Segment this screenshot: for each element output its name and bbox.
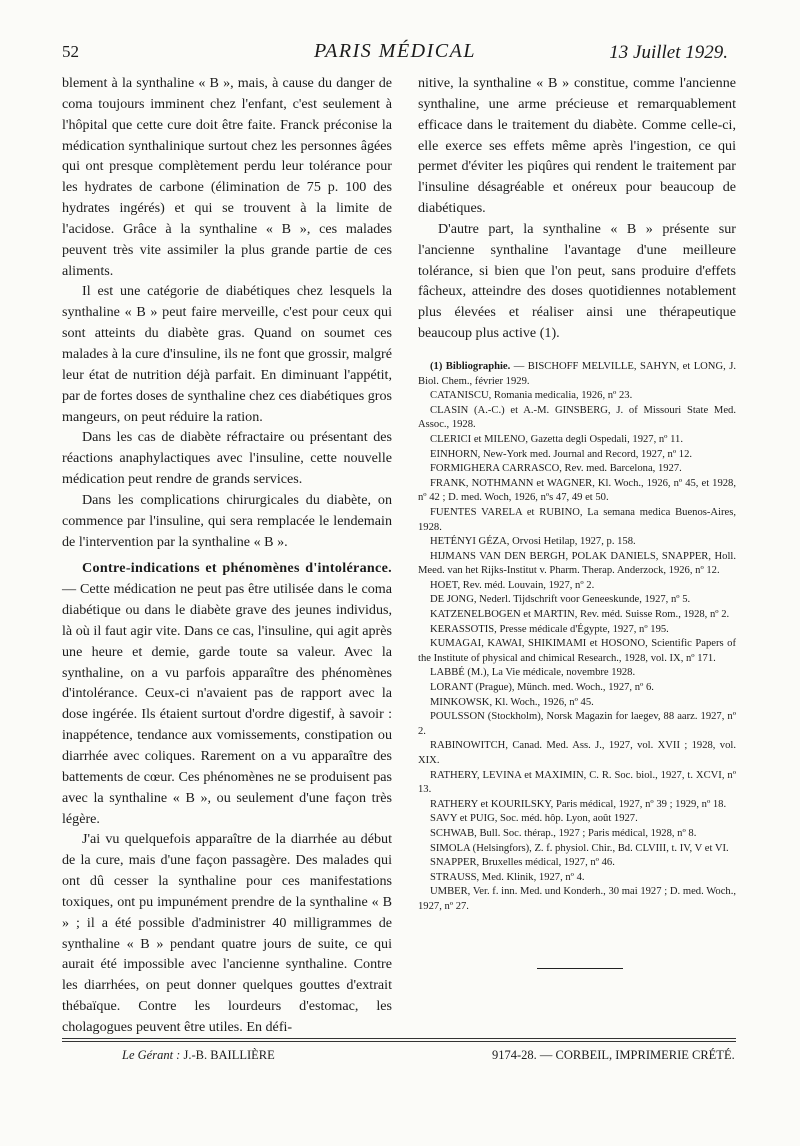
paragraph-text: — Cette médication ne peut pas être utilisée dans le coma diabétique ou dans le diabète grave des jeunes individus, là où il faut agir vite. Dans ce cas, l'insuline, qui agit après une heure et demie, garde toute sa valeur. Avec la synthaline, on a vu parfois apparaître des phénomènes d'intolérance. Ceux-ci n'avaient pas de rapport avec la dose ingérée. Ils étaient surtout d'ordre digestif, à savoir : inappétence, tendance aux vomissements, constipation ou diarrhée avec coliques. Rarement on a vu apparaître des battements de cœur. Ces phénomènes ne se produisent pas avec la synthaline « B », ou seulement d'une façon très légère. <box>62 581 392 827</box>
bibliography-entry: LABBÉ (M.), La Vie médicale, novembre 1928. <box>430 667 636 679</box>
paragraph: J'ai vu quelquefois apparaître de la diarrhée au début de la cure, mais d'une façon passagère. Des malades qui ont dû cesser la synthaline pour ces manifestations toxiques, ont pu impunément prendre de la synthaline « B » ; il a été possible d'administrer 40 milligrammes de synthaline « B » pendant quatre jours de suite, ce qui aurait été impossible avec l'ancienne synthaline. Contre les diarrhées, on peut donner quelques gouttes d'extrait thébaïque. Contre les lourdeurs d'estomac, les cholagogues peuvent être utiles. En défi- <box>62 831 392 1035</box>
bibliography-entry: POULSSON (Stockholm), Norsk Magazin for laegev, 88 aarz. 1927, nº 2. <box>418 711 736 737</box>
bibliography-entry: SIMOLA (Helsingfors), Z. f. physiol. Chir., Bd. CLVIII, t. IV, V et VI. <box>430 842 729 854</box>
page-footer <box>62 1048 736 1068</box>
bibliography-entry: FORMIGHERA CARRASCO, Rev. med. Barcelona, 1927. <box>430 463 682 475</box>
page-number: 52 <box>62 42 79 61</box>
page-header <box>62 40 728 68</box>
gerant-line <box>122 1048 275 1063</box>
bibliography-entry: CATANISCU, Romania medicalia, 1926, nº 23. <box>430 390 633 402</box>
left-column <box>62 73 392 1038</box>
section-paragraph <box>62 558 392 829</box>
paragraph: Il est une catégorie de diabétiques chez lesquels la synthaline « B » peut faire merveille, c'est pour ceux qui sont atteints du diabète gras. Quand on soumet ces malades à la cure d'insuline, ils ne font que grossir, malgré leur état de nutrition déjà parfait. En diminuant l'appétit, par de fortes doses de synthaline chez ces diabétiques gros mangeurs, on peut réduire la ration. <box>62 283 392 425</box>
footer-rule <box>62 1041 736 1042</box>
bibliography-entry: CLERICI et MILENO, Gazetta degli Ospedali, 1927, nº 11. <box>430 433 683 445</box>
bibliography-entry: FRANK, NOTHMANN et WAGNER, Kl. Woch., 1926, nº 45, et 1928, nº 42 ; D. med. Woch, 1926, nºs 47, 49 et 50. <box>418 477 736 504</box>
end-rule <box>537 968 623 969</box>
bibliography-list <box>418 389 736 914</box>
right-column <box>418 73 736 915</box>
bibliography-entry: UMBER, Ver. f. inn. Med. und Konderh., 30 mai 1927 ; D. med. Woch., 1927, nº 27. <box>418 886 736 912</box>
paragraph: D'autre part, la synthaline « B » présente sur l'ancienne synthaline l'avantage d'une meilleure tolérance, si bien que l'on peut, sans produire d'effets fâcheux, atteindre des doses quotidiennes notablement plus élevées et réaliser ainsi une thérapeutique beaucoup plus active (1). <box>418 220 736 342</box>
paragraph: nitive, la synthaline « B » constitue, comme l'ancienne synthaline, une arme précieuse et remarquablement efficace dans le traitement du diabète. Comme celle-ci, elle exerce ses effets même après l'ingestion, ce qui permet d'éviter les piqûres qui rendent le traitement par l'insuline désagréable et onéreux pour beaucoup de diabétiques. <box>418 75 736 217</box>
bibliography-entry: EINHORN, New-York med. Journal and Record, 1927, nº 12. <box>430 448 693 460</box>
bibliography-entry: HETÉNYI GÉZA, Orvosi Hetilap, 1927, p. 158. <box>430 536 636 548</box>
bibliography-entry: SCHWAB, Bull. Soc. thérap., 1927 ; Paris médical, 1928, nº 8. <box>430 827 697 839</box>
gerant-label: Le Gérant : <box>122 1048 181 1062</box>
issue-date: 13 Juillet 1929. <box>609 42 728 63</box>
journal-title: PARIS MÉDICAL <box>314 40 476 62</box>
footer-rule <box>62 1038 736 1039</box>
bibliography-entry: STRAUSS, Med. Klinik, 1927, nº 4. <box>430 871 585 883</box>
bibliography-entry: MINKOWSK, Kl. Woch., 1926, nº 45. <box>430 696 594 708</box>
bibliography-entry: DE JONG, Nederl. Tijdschrift voor Geneeskunde, 1927, nº 5. <box>430 594 691 606</box>
bibliography-entry: KUMAGAI, KAWAI, SHIKIMAMI et HOSONO, Scientific Papers of the Institute of physical and chimical Research., 1928, vol. IX, nº 171. <box>418 638 736 664</box>
bibliography-entry: LORANT (Prague), Münch. med. Woch., 1927, nº 6. <box>430 682 654 694</box>
bibliography-entry: RATHERY, LEVINA et MAXIMIN, C. R. Soc. biol., 1927, t. XCVI, nº 13. <box>418 769 736 796</box>
bibliography-entry: SNAPPER, Bruxelles médical, 1927, nº 46. <box>430 857 615 869</box>
bibliography-entry: FUENTES VARELA et RUBINO, La semana medica Buenos-Aires, 1928. <box>418 506 736 533</box>
paragraph: blement à la synthaline « B », mais, à cause du danger de coma toujours imminent chez l'enfant, c'est seulement à l'hôpital que cette cure doit être faite. Franck préconise la médication synthalinique surtout chez les personnes âgées qui ont presque complètement perdu leur tolérance pour les hydrates de carbone (élimination de 75 p. 100 des hydrates ingérés) et qui se trouvent à la limite de l'acidose. Grâce à la synthaline « B », ces malades peuvent très vite assimiler la plus grande partie de ces aliments. <box>62 75 392 279</box>
bibliography-entry: KATZENELBOGEN et MARTIN, Rev. méd. Suisse Rom., 1928, nº 2. <box>430 609 730 621</box>
bibliography-entry: CLASIN (A.-C.) et A.-M. GINSBERG, J. of Missouri State Med. Assoc., 1928. <box>418 404 736 431</box>
gerant-name: J.-B. BAILLIÈRE <box>183 1048 275 1062</box>
bibliography <box>418 360 736 915</box>
bibliography-entry: KERASSOTIS, Presse médicale d'Égypte, 1927, nº 195. <box>430 623 669 635</box>
printer-line: 9174-28. — CORBEIL, IMPRIMERIE CRÉTÉ. <box>492 1048 735 1062</box>
bibliography-entry: HIJMANS VAN DEN BERGH, POLAK DANIELS, SNAPPER, Holl. Meed. van het Rijks-Institut v. Pharm. Therap. Anderzock, 1926, nº 12. <box>418 550 736 577</box>
bibliography-label: (1) Bibliographie. <box>430 360 511 372</box>
bibliography-entry-text: — BISCHOFF MELVILLE, SAHYN, et LONG, J. Biol. Chem., février 1929. <box>418 360 736 387</box>
bibliography-entry: SAVY et PUIG, Soc. méd. hôp. Lyon, août 1927. <box>430 813 638 825</box>
bibliography-entry: RABINOWITCH, Canad. Med. Ass. J., 1927, vol. XVII ; 1928, vol. XIX. <box>418 740 736 766</box>
bibliography-first-entry <box>418 360 736 389</box>
paragraph: Dans les cas de diabète réfractaire ou présentant des réactions anaphylactiques avec l'insuline, cette nouvelle médication peut rendre de grands services. <box>62 429 392 488</box>
section-title: Contre-indications et phénomènes d'intolérance. <box>82 560 392 577</box>
bibliography-entry: HOET, Rev. méd. Louvain, 1927, nº 2. <box>430 579 595 591</box>
paragraph: Dans les complications chirurgicales du diabète, on commence par l'insuline, qui sera remplacée le lendemain de l'intervention par la synthaline « B ». <box>62 491 392 550</box>
bibliography-entry: RATHERY et KOURILSKY, Paris médical, 1927, nº 39 ; 1929, nº 18. <box>430 798 727 810</box>
